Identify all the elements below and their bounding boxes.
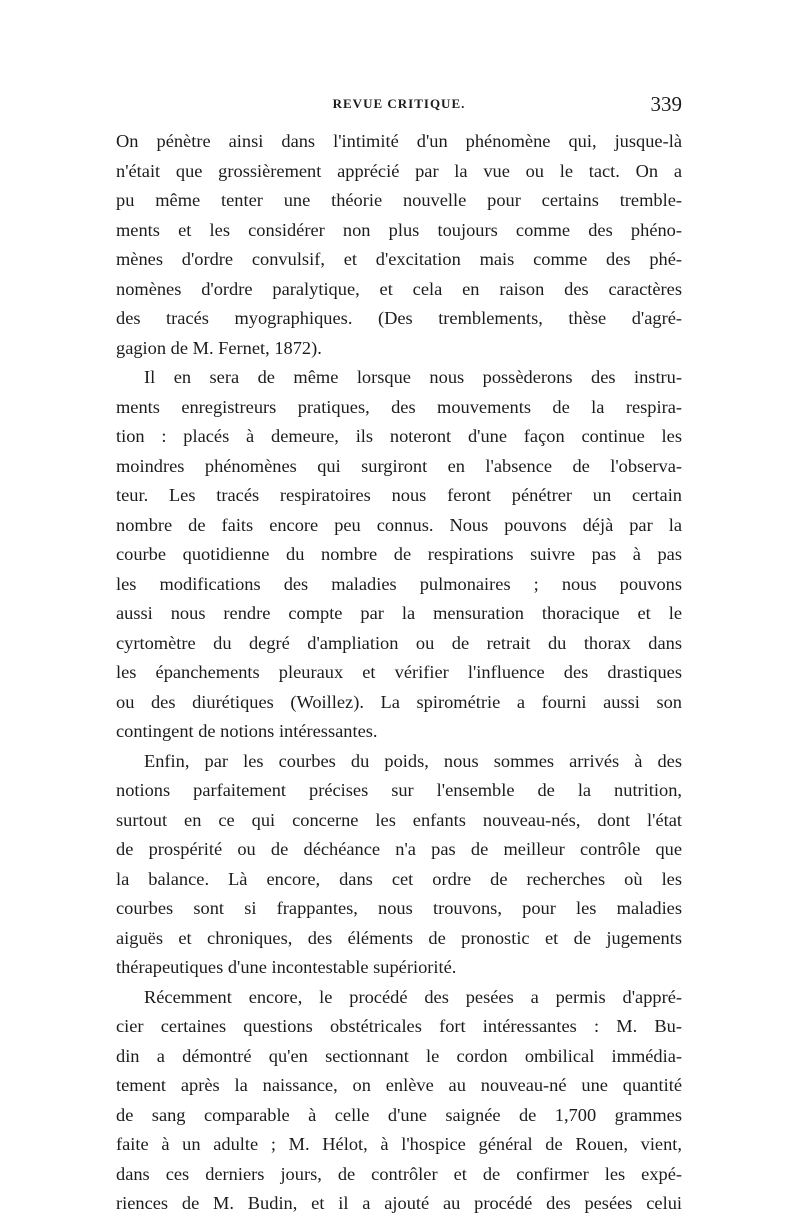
text-line: faite à un adulte ; M. Hélot, à l'hospice général de Rouen, vient, (116, 1134, 682, 1154)
text-line: n'était que grossièrement apprécié par la vue ou le tact. On a (116, 160, 682, 181)
text-line: gagion de M. Fernet, 1872). (116, 337, 322, 358)
text-line: aiguës et chroniques, des éléments de pronostic et de jugements (116, 927, 682, 948)
text-line: courbes sont si frappantes, nous trouvons, pour les maladies (116, 898, 682, 918)
text-line: les épanchements pleuraux et vérifier l'influence des drastiques (116, 662, 682, 682)
page-number: 339 (650, 92, 682, 116)
text-line: les modifications des maladies pulmonaires ; nous pouvons (116, 573, 682, 594)
text-line: pu même tenter une théorie nouvelle pour certains tremble- (116, 190, 682, 210)
text-line: surtout en ce qui concerne les enfants nouveau-nés, dont l'état (116, 809, 682, 830)
text-line: cier certaines questions obstétricales fort intéressantes : M. Bu- (116, 1016, 682, 1036)
text-line: de prospérité ou de déchéance n'a pas de meilleur contrôle que (116, 839, 682, 859)
text-line: la balance. Là encore, dans cet ordre de recherches où les (116, 868, 682, 889)
text-line: nombre de faits encore peu connus. Nous pouvons déjà par la (116, 514, 682, 535)
text-line: contingent de notions intéressantes. (116, 721, 378, 741)
text-line: ments enregistreurs pratiques, des mouvements de la respira- (116, 396, 682, 417)
running-title: REVUE CRITIQUE. (332, 96, 466, 111)
text-line: cyrtomètre du degré d'ampliation ou de retrait du thorax dans (116, 632, 682, 653)
text-line: notions parfaitement précises sur l'ensemble de la nutrition, (116, 780, 682, 800)
text-line: aussi nous rendre compte par la mensuration thoracique et le (116, 603, 682, 623)
running-header (116, 92, 682, 120)
text-line: de sang comparable à celle d'une saignée de 1,700 grammes (116, 1104, 682, 1125)
text-line: thérapeutiques d'une incontestable supériorité. (116, 957, 457, 977)
text-line: ments et les considérer non plus toujours comme des phéno- (116, 219, 682, 240)
paragraph (116, 127, 682, 363)
paragraph (116, 747, 682, 983)
text-line: tement après la naissance, on enlève au nouveau-né une quantité (116, 1075, 682, 1095)
text-line: nomènes d'ordre paralytique, et cela en raison des caractères (116, 278, 682, 299)
text-line: moindres phénomènes qui surgiront en l'absence de l'observa- (116, 455, 682, 476)
text-line: tion : placés à demeure, ils noteront d'une façon continue les (116, 426, 682, 446)
text-line: teur. Les tracés respiratoires nous feront pénétrer un certain (116, 485, 682, 505)
text-line: ou des diurétiques (Woillez). La spirométrie a fourni aussi son (116, 691, 682, 712)
text-line: Il en sera de même lorsque nous possèderons des instru- (144, 367, 682, 387)
text-line: mènes d'ordre convulsif, et d'excitation mais comme des phé- (116, 249, 682, 269)
paragraph (116, 983, 682, 1219)
text-line: Récemment encore, le procédé des pesées a permis d'appré- (144, 986, 682, 1007)
text-line: dans ces derniers jours, de contrôler et de confirmer les expé- (116, 1163, 682, 1184)
text-line: Enfin, par les courbes du poids, nous sommes arrivés à des (144, 750, 682, 771)
text-line: riences de M. Budin, et il a ajouté au procédé des pesées celui (116, 1193, 682, 1213)
text-line: On pénètre ainsi dans l'intimité d'un phénomène qui, jusque-là (116, 131, 682, 151)
text-line: courbe quotidienne du nombre de respirations suivre pas à pas (116, 544, 682, 564)
body-text (116, 127, 682, 1219)
paragraph (116, 363, 682, 747)
text-line: des tracés myographiques. (Des tremblements, thèse d'agré- (116, 308, 682, 328)
text-line: din a démontré qu'en sectionnant le cordon ombilical immédia- (116, 1045, 682, 1066)
